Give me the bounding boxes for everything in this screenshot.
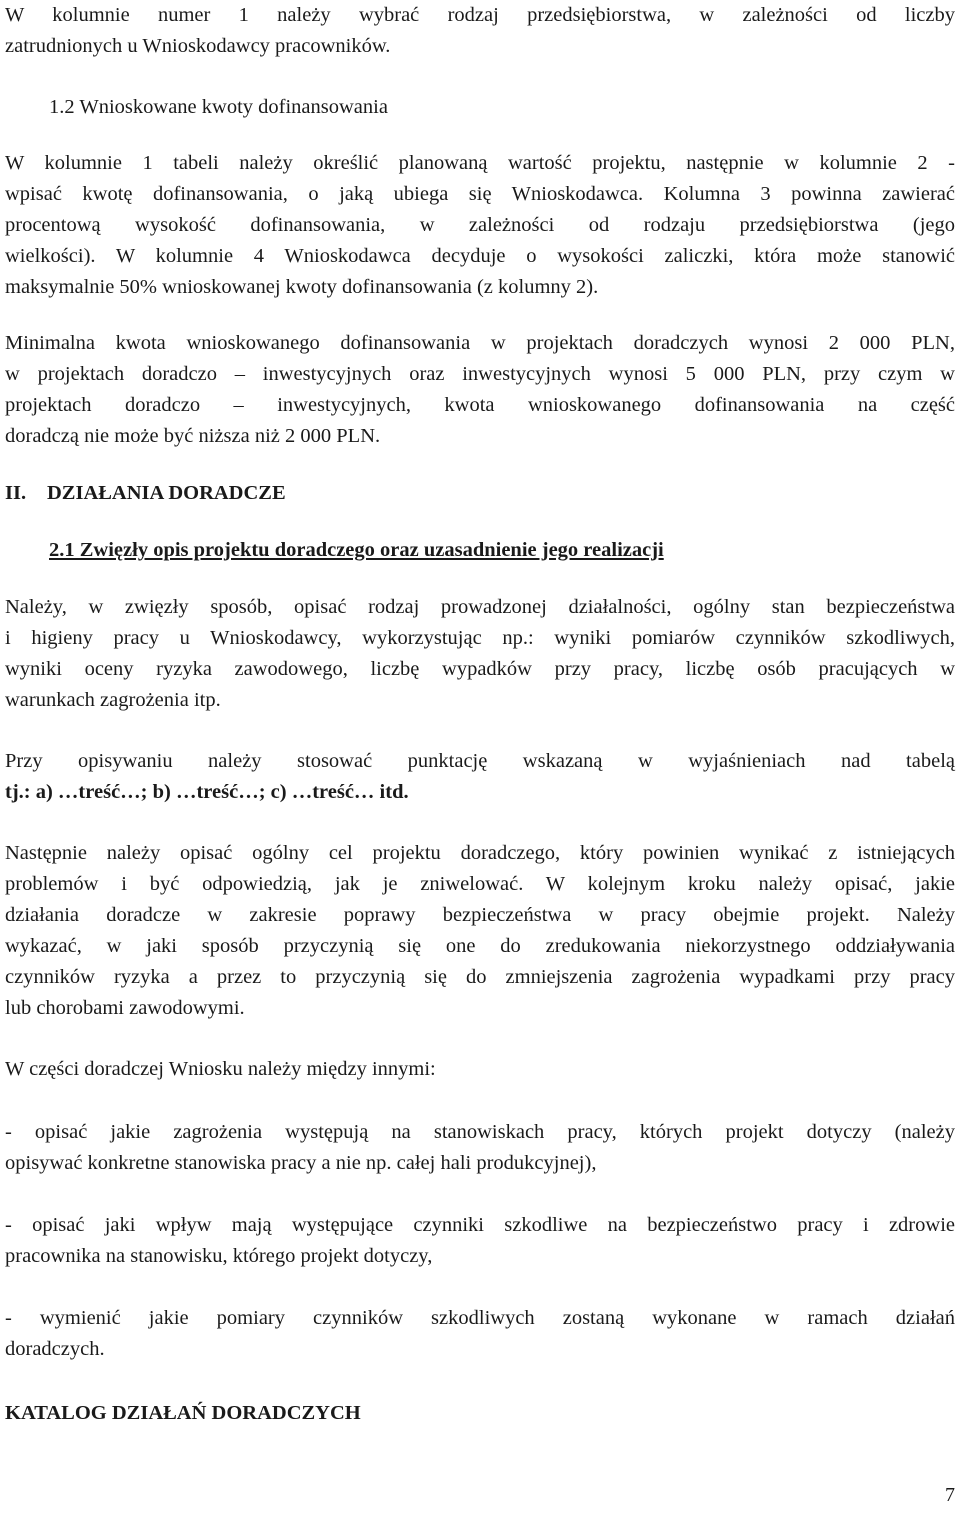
text-line: W kolumnie 1 tabeli należy określić planowaną wartość projektu, następnie w kolumnie 2 - — [5, 152, 955, 174]
section-ii-numeral: II. — [5, 482, 27, 504]
text-line: Następnie należy opisać ogólny cel projektu doradczego, który powinien wynikać z istniejących — [5, 842, 955, 864]
page-number: 7 — [945, 1484, 955, 1506]
text-line: lub chorobami zawodowymi. — [5, 997, 245, 1019]
text-line: procentową wysokość dofinansowania, w zależności od rodzaju przedsiębiorstwa (jego — [5, 214, 955, 236]
text-line: doradczych. — [5, 1338, 105, 1360]
section-2-1-paragraph-1 — [5, 592, 955, 716]
section-ii-title: DZIAŁANIA DORADCZE — [47, 482, 286, 504]
section-2-1-paragraph-3 — [5, 838, 955, 1024]
text-line: problemów i być odpowiedzią, jak je zniwelować. W kolejnym kroku należy opisać, jakie — [5, 873, 955, 895]
text-line: Minimalna kwota wnioskowanego dofinansowania w projektach doradczych wynosi 2 000 PLN, — [5, 332, 955, 354]
text-line: - opisać jaki wpływ mają występujące czynniki szkodliwe na bezpieczeństwo pracy i zdrowie — [5, 1214, 955, 1236]
text-line: i higieny pracy u Wnioskodawcy, wykorzystując np.: wyniki pomiarów czynników szkodliwych, — [5, 627, 955, 649]
katalog-heading: KATALOG DZIAŁAŃ DORADCZYCH — [5, 1402, 361, 1424]
text-line: wyniki oceny ryzyka zawodowego, liczbę wypadków przy pracy, liczbę osób pracujących w — [5, 658, 955, 680]
document-page — [5, 0, 955, 1429]
text-line: w projektach doradczo – inwestycyjnych oraz inwestycyjnych wynosi 5 000 PLN, przy czym w — [5, 363, 955, 385]
intro-line-1: W kolumnie numer 1 należy wybrać rodzaj przedsiębiorstwa, w zależności od liczby — [5, 4, 955, 26]
section-2-1-heading: 2.1 Zwięzły opis projektu doradczego oraz uzasadnienie jego realizacji — [49, 539, 664, 561]
text-line: opisywać konkretne stanowiska pracy a nie np. całej hali produkcyjnej), — [5, 1152, 597, 1174]
text-line: pracownika na stanowisku, którego projekt dotyczy, — [5, 1245, 433, 1267]
text-line: Przy opisywaniu należy stosować punktację wskazaną w wyjaśnieniach nad tabelą — [5, 750, 955, 772]
section-2-1-paragraph-4: W części doradczej Wniosku należy między innymi: — [5, 1058, 436, 1080]
bullet-item-1 — [5, 1117, 955, 1179]
text-line: Należy, w zwięzły sposób, opisać rodzaj prowadzonej działalności, ogólny stan bezpieczeństwa — [5, 596, 955, 618]
text-line: doradczą nie może być niższa niż 2 000 PLN. — [5, 425, 381, 447]
bullet-item-2 — [5, 1210, 955, 1272]
text-line: działania doradcze w zakresie poprawy bezpieczeństwa w pracy obejmie projekt. Należy — [5, 904, 955, 926]
text-line: czynników ryzyka a przez to przyczynią się do zmniejszenia zagrożenia wypadkami przy pracy — [5, 966, 955, 988]
text-line: wpisać kwotę dofinansowania, o jaką ubiega się Wnioskodawca. Kolumna 3 powinna zawierać — [5, 183, 955, 205]
section-2-1-paragraph-2 — [5, 746, 955, 808]
section-1-2-paragraph-2 — [5, 328, 955, 452]
text-line: - wymienić jakie pomiary czynników szkodliwych zostaną wykonane w ramach działań — [5, 1307, 955, 1329]
text-line: wielkości). W kolumnie 4 Wnioskodawca decyduje o wysokości zaliczki, która może stanowić — [5, 245, 955, 267]
section-1-2-heading: 1.2 Wnioskowane kwoty dofinansowania — [49, 96, 388, 118]
intro-line-2: zatrudnionych u Wnioskodawcy pracowników. — [5, 35, 391, 57]
section-1-2-paragraph-1 — [5, 148, 955, 303]
punctuation-example: tj.: a) …treść…; b) …treść…; c) …treść… itd. — [5, 781, 409, 803]
bullet-item-3 — [5, 1303, 955, 1365]
intro-paragraph — [5, 0, 955, 62]
text-line: projektach doradczo – inwestycyjnych, kwota wnioskowanego dofinansowania na część — [5, 394, 955, 416]
text-line: wykazać, w jaki sposób przyczynią się one do zredukowania niekorzystnego oddziaływania — [5, 935, 955, 957]
text-line: maksymalnie 50% wnioskowanej kwoty dofinansowania (z kolumny 2). — [5, 276, 599, 298]
text-line: - opisać jakie zagrożenia występują na stanowiskach pracy, których projekt dotyczy (należy — [5, 1121, 955, 1143]
text-line: warunkach zagrożenia itp. — [5, 689, 221, 711]
section-ii-heading — [5, 478, 955, 509]
